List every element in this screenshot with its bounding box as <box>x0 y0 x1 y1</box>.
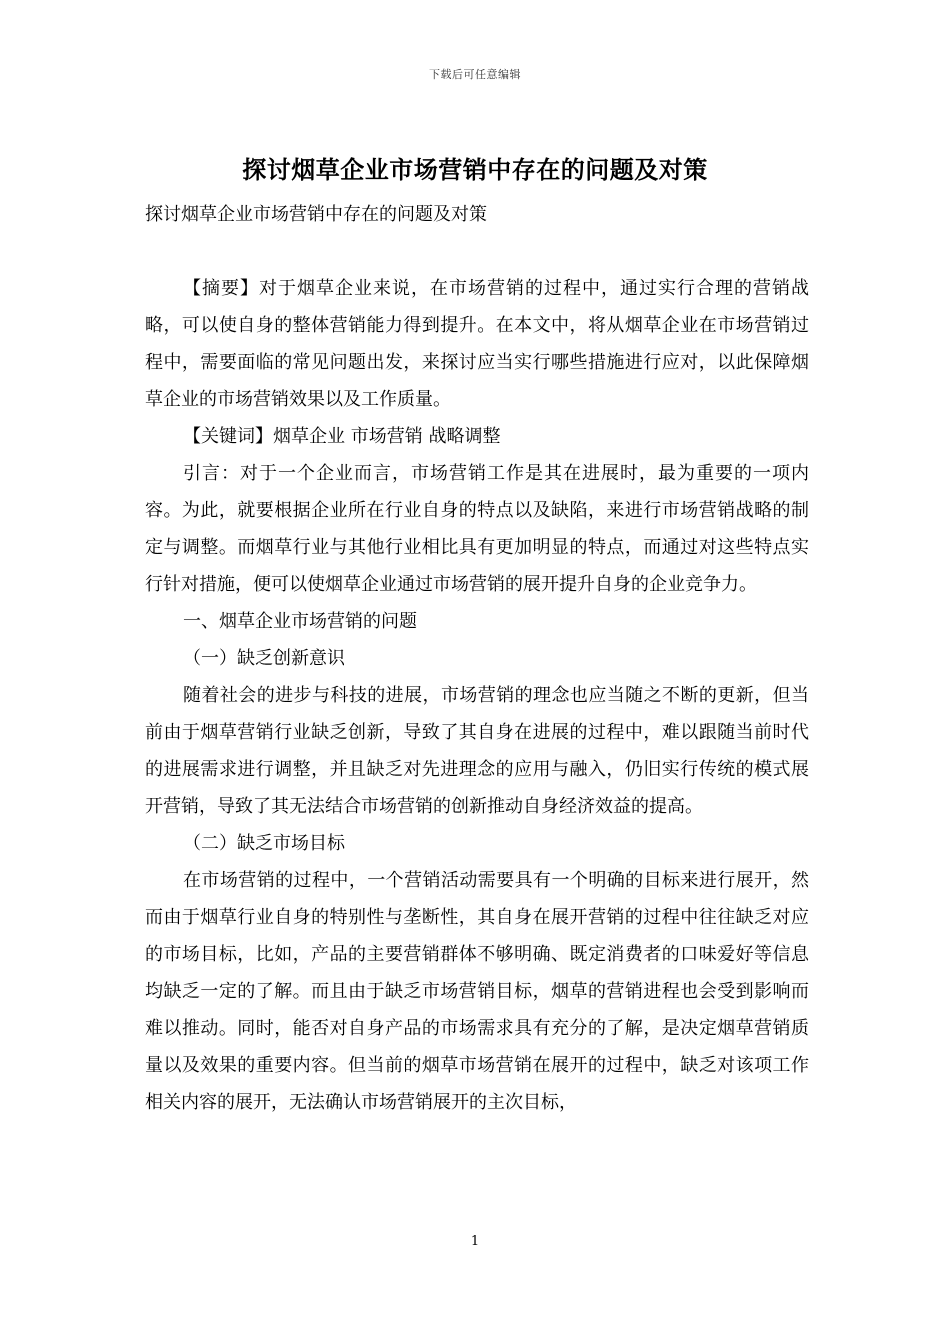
abstract-paragraph: 【摘要】对于烟草企业来说，在市场营销的过程中，通过实行合理的营销战略，可以使自身的整体营销能力得到提升。在本文中，将从烟草企业在市场营销过程中，需要面临的常见问题出发，来探讨应当实行哪些措施进行应对，以此保障烟草企业的市场营销效果以及工作质量。 <box>145 278 809 410</box>
page-number: 1 <box>470 1234 480 1249</box>
body-paragraph: 在市场营销的过程中，一个营销活动需要具有一个明确的目标来进行展开，然而由于烟草行业自身的特别性与垄断性，其自身在展开营销的过程中往往缺乏对应的市场目标，比如，产品的主要营销群体不够明确、既定消费者的口味爱好等信息均缺乏一定的了解。而且由于缺乏市场营销目标，烟草的营销进程也会受到影响而难以推动。同时，能否对自身产品的市场需求具有充分的了解，是决定烟草营销质量以及效果的重要内容。但当前的烟草市场营销在展开的过程中，缺乏对该项工作相关内容的展开，无法确认市场营销展开的主次目标， <box>145 870 809 1113</box>
document-subtitle: 探讨烟草企业市场营销中存在的问题及对策 <box>145 204 487 225</box>
document-title: 探讨烟草企业市场营销中存在的问题及对策 <box>242 155 708 184</box>
document-body <box>145 196 809 1121</box>
keywords-paragraph: 【关键词】烟草企业 市场营销 战略调整 <box>183 426 501 447</box>
section-heading: 一、烟草企业市场营销的问题 <box>183 611 417 632</box>
header-note: 下载后可任意编辑 <box>429 68 521 81</box>
blank-line <box>145 233 809 270</box>
subsection-heading: （二）缺乏市场目标 <box>183 833 345 854</box>
subsection-heading: （一）缺乏创新意识 <box>183 648 345 669</box>
intro-paragraph: 引言：对于一个企业而言，市场营销工作是其在进展时，最为重要的一项内容。为此，就要根据企业所在行业自身的特点以及缺陷，来进行市场营销战略的制定与调整。而烟草行业与其他行业相比具有更加明显的特点，而通过对这些特点实行针对措施，便可以使烟草企业通过市场营销的展开提升自身的企业竞争力。 <box>145 463 809 595</box>
body-paragraph: 随着社会的进步与科技的进展，市场营销的理念也应当随之不断的更新，但当前由于烟草营销行业缺乏创新，导致了其自身在进展的过程中，难以跟随当前时代的进展需求进行调整，并且缺乏对先进理念的应用与融入，仍旧实行传统的模式展开营销，导致了其无法结合市场营销的创新推动自身经济效益的提高。 <box>145 685 809 817</box>
